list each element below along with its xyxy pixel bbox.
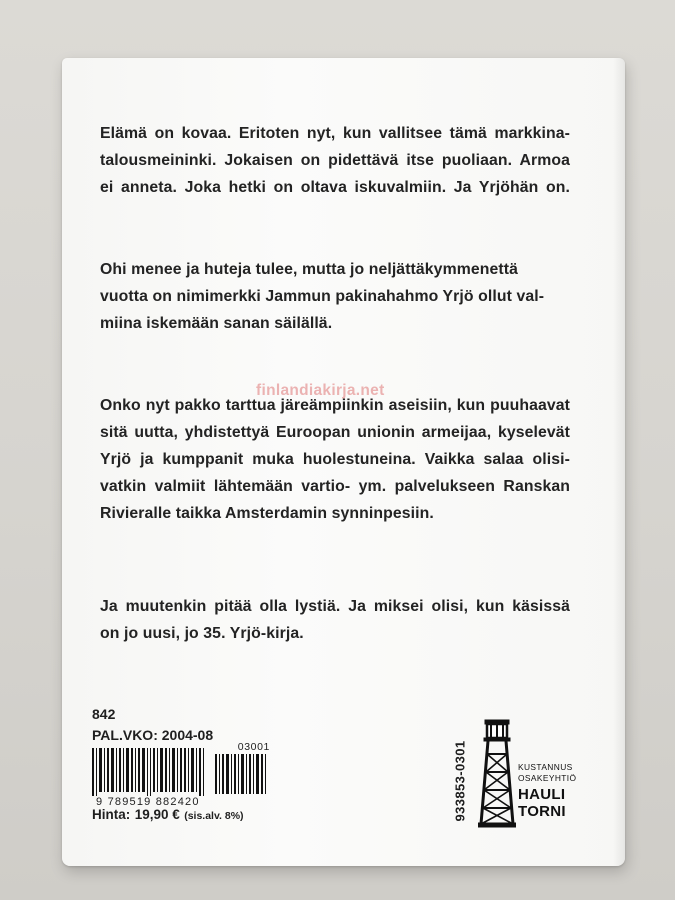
blurb-line: vatkin valmiit lähtemään vartio- ym. palvelukseen Ranskan: [100, 478, 570, 495]
publisher-logo: [478, 716, 578, 828]
pal-vko: PAL.VKO: 2004-08: [92, 727, 214, 743]
isbn-vertical: [452, 732, 468, 830]
blurb-line: Ohi menee ja huteja tulee, mutta jo neljättäkymmenettä: [100, 261, 518, 278]
barcode: [90, 741, 280, 808]
blurb-line: Ja muutenkin pitää olla lystiä. Ja miksei olisi, kun käsissä: [100, 598, 570, 615]
blurb-line: Rivieralle taikka Amsterdamin synninpesiin.: [100, 505, 434, 522]
price-tax-note: (sis.alv. 8%): [184, 810, 244, 822]
blurb-paragraph-3: [100, 392, 570, 527]
barcode-digits: 9 789519 882420: [96, 796, 200, 808]
watermark: finlandiakirja.net: [256, 382, 385, 399]
price-label: Hinta:: [92, 807, 131, 822]
price-value: 19,90 €: [134, 807, 180, 822]
blurb-line: miina iskemään sanan säilällä.: [100, 315, 333, 332]
blurb-paragraph-1: [100, 120, 570, 201]
blurb-line: Elämä on kovaa. Eritoten nyt, kun vallitsee tämä markkina-: [100, 125, 570, 142]
blurb-line: vuotta on nimimerkki Jammun pakinahahmo Yrjö ollut val-: [100, 288, 545, 305]
blurb-line: talousmeininki. Jokaisen on pidettävä itse puoliaan. Armoa: [100, 152, 570, 169]
watchtower-icon: [478, 716, 516, 828]
publisher-name-hauli: HAULI: [518, 786, 566, 803]
publisher-name-torni: TORNI: [518, 803, 566, 820]
blurb-line: on jo uusi, jo 35. Yrjö-kirja.: [100, 625, 304, 642]
price-line: [92, 806, 244, 824]
blurb-line: sitä uutta, yhdistettyä Euroopan unionin armeijaa, kyselevät: [100, 424, 570, 441]
blurb-paragraph-2: [100, 256, 570, 337]
barcode-bars: [90, 748, 280, 800]
blurb-line: Onko nyt pakko tarttua järeämpiinkin aseisiin, kun puuhaavat: [100, 397, 570, 414]
publisher-line-2: OSAKEYHTIÖ: [518, 773, 577, 783]
blurb-line: Yrjö ja kumppanit muka huolestuneina. Vaikka salaa olisi-: [100, 451, 570, 468]
blurb-paragraph-4: [100, 593, 570, 647]
isbn-vertical-text: 933853-0301: [452, 740, 468, 822]
product-code: 842: [92, 706, 116, 722]
barcode-add-on-digits: 03001: [237, 741, 270, 753]
blurb-line: ei anneta. Joka hetki on oltava iskuvalmiin. Ja Yrjöhän on.: [100, 179, 570, 196]
publisher-line-1: KUSTANNUS: [518, 762, 573, 772]
